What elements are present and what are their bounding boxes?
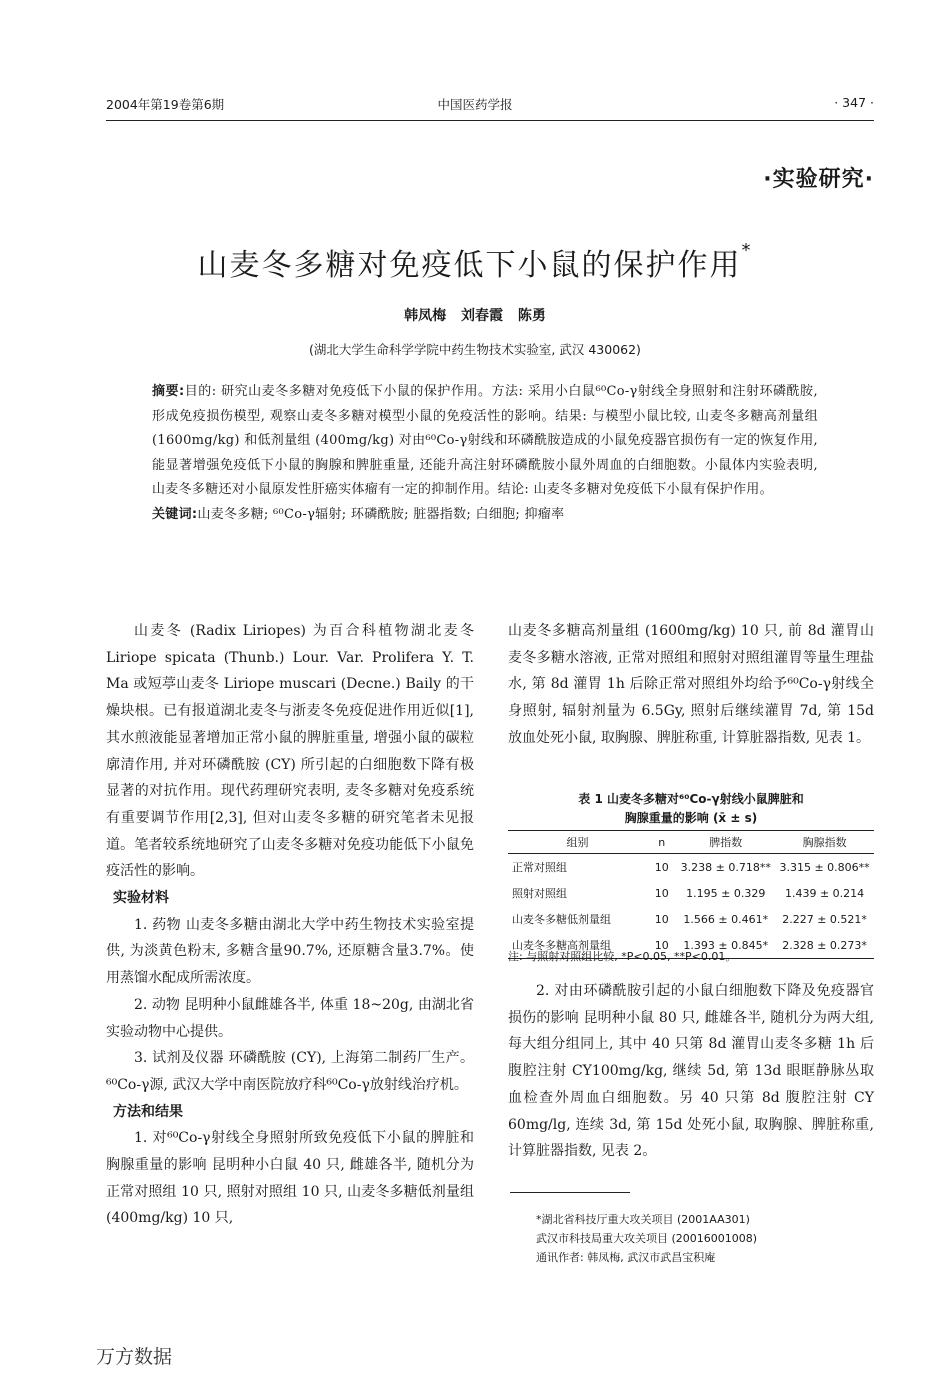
table-row xyxy=(508,906,874,932)
table-header-row xyxy=(508,831,874,854)
table-cell: 1.439 ± 0.214 xyxy=(784,886,865,900)
footnotes xyxy=(536,1210,757,1267)
table-cell: 照射对照组 xyxy=(512,887,567,900)
paragraph-method-2: 2. 对由环磷酰胺引起的小鼠白细胞数下降及免疫器官损伤的影响 昆明种小鼠 80 只, 雌雄各半, 随机分为两大组, 每大组分组同上, 其中 40 只第 8d 灌胃山麦冬多糖 1h 后腹腔注射 CY100mg/kg, 继续 5d, 第 13d 眼眶静脉丛取血检查外周血白细胞数。另 40 只第 8d 腹腔注射 CY 60mg/lg, 连续 3d, 第 15d 处死小鼠, 取胸腺、脾脏称重, 计算脏器指数, 见表 2。 xyxy=(508,983,874,1160)
table-cell: 山麦冬多糖低剂量组 xyxy=(512,913,611,926)
title-footnote-mark: * xyxy=(741,240,753,261)
table-cell: 山麦冬多糖高剂量组 xyxy=(508,932,647,959)
table-cell: 1.566 ± 0.461* xyxy=(683,912,769,926)
table-header: 组别 xyxy=(508,831,647,854)
authors: 韩凤梅 刘春霞 陈勇 xyxy=(404,308,546,324)
left-column xyxy=(106,618,474,1232)
table-header: 胸腺指数 xyxy=(775,831,874,854)
table-1-note: 注: 与照射对照组比较, *P<0.05, **P<0.01。 xyxy=(508,950,737,963)
abstract xyxy=(152,380,818,527)
table-cell: 3.315 ± 0.806** xyxy=(779,860,870,874)
table-row xyxy=(508,854,874,881)
table-cell: 2.227 ± 0.521* xyxy=(782,912,867,926)
right-column-bottom xyxy=(508,978,874,1165)
footnote-2: 武汉市科技局重大攻关项目 (20016001008) xyxy=(536,1232,758,1245)
journal-issue: 2004年第19卷第6期 xyxy=(106,97,225,112)
article-title xyxy=(0,240,950,284)
section-label: ·实验研究· xyxy=(763,167,874,192)
intro-paragraph: 山麦冬 (Radix Liriopes) 为百合科植物湖北麦冬 Liriope spicata (Thunb.) Lour. Var. Prolifera Y. T. Ma 或短葶山麦冬 Liriope muscari (Decne.) Baily 的干燥块根。已有报道湖北麦冬与浙麦冬免疫促进作用近似[1], 其水煎液能显著增加正常小鼠的脾脏重量, 增强小鼠的碳粒廓清作用, 并对环磷酰胺 (CY) 所引起的白细胞数下降有极显著的对抗作用。现代药理研究表明, 麦冬多糖对免疫系统有重要调节作用[2,3], 但对山麦冬多糖的研究笔者未见报道。笔者较系统地研究了山麦冬多糖对免疫功能低下小鼠免疫活性的影响。 xyxy=(106,623,474,880)
keywords xyxy=(152,503,818,528)
table-1-caption xyxy=(508,790,874,828)
section-heading-methods: 方法和结果 xyxy=(113,1103,183,1120)
footnote-rule xyxy=(510,1192,630,1193)
paragraph-method-1: 1. 对⁶⁰Co-γ射线全身照射所致免疫低下小鼠的脾脏和胸腺重量的影响 昆明种小白鼠 40 只, 雌雄各半, 随机分为正常对照组 10 只, 照射对照组 10 只, 山麦冬多糖低剂量组 (400mg/kg) 10 只, xyxy=(106,1130,474,1227)
table-cell: 1.195 ± 0.329 xyxy=(686,886,766,900)
abstract-text: 目的: 研究山麦冬多糖对免疫低下小鼠的保护作用。方法: 采用小白鼠⁶⁰Co-γ射线全身照射和注射环磷酰胺, 形成免疫损伤模型, 观察山麦冬多糖对模型小鼠的免疫活性的影响。结果: 与模型小鼠比较, 山麦冬多糖高剂量组 (1600mg/kg) 和低剂量组 (400mg/kg) 对由⁶⁰Co-γ射线和环磷酰胺造成的小鼠免疫器官损伤有一定的恢复作用, 能显著增强免疫低下小鼠的胸腺和脾脏重量, 还能升高注射环磷酰胺小鼠外周血的白细胞数。小鼠体内实验表明, 山麦冬多糖还对小鼠原发性肝癌实体瘤有一定的抑制作用。结论: 山麦冬多糖对免疫低下小鼠有保护作用。 xyxy=(152,384,818,497)
table-cell: 10 xyxy=(654,860,669,874)
journal-name: 中国医药学报 xyxy=(437,97,513,112)
keywords-text: 山麦冬多糖; ⁶⁰Co-γ辐射; 环磷酰胺; 脏器指数; 白细胞; 抑瘤率 xyxy=(197,506,565,522)
header-rule xyxy=(106,120,874,121)
table-row xyxy=(508,880,874,906)
table-header: n xyxy=(647,831,676,854)
affiliation: (湖北大学生命科学学院中药生物技术实验室, 武汉 430062) xyxy=(309,342,641,357)
paragraph-animals: 2. 动物 昆明种小鼠雌雄各半, 体重 18~20g, 由湖北省实验动物中心提供。 xyxy=(106,996,474,1040)
paragraph-reagents: 3. 试剂及仪器 环磷酰胺 (CY), 上海第二制药厂生产。⁶⁰Co-γ源, 武汉大学中南医院放疗科⁶⁰Co-γ放射线治疗机。 xyxy=(106,1050,474,1093)
table-cell: 10 xyxy=(647,932,676,959)
paragraph-drug: 1. 药物 山麦冬多糖由湖北大学中药生物技术实验室提供, 为淡黄色粉末, 多糖含量90.7%, 还原糖含量3.7%。使用蒸馏水配成所需浓度。 xyxy=(106,916,474,987)
table-1 xyxy=(508,830,874,959)
paragraph-method-1-cont: 山麦冬多糖高剂量组 (1600mg/kg) 10 只, 前 8d 灌胃山麦冬多糖水溶液, 正常对照组和照射对照组灌胃等量生理盐水, 第 8d 灌胃 1h 后除正常对照组外均给予⁶⁰Co-γ射线全身照射, 辐射剂量为 6.5Gy, 照射后继续灌胃 7d, 第 15d 放血处死小鼠, 取胸腺、脾脏称重, 计算脏器指数, 见表 1。 xyxy=(508,623,874,746)
table-cell: 10 xyxy=(654,886,669,900)
table-1-caption-line2: 胸腺重量的影响 (x̄ ± s) xyxy=(624,811,758,825)
abstract-label: 摘要: xyxy=(152,384,185,399)
footnote-1: *湖北省科技厅重大攻关项目 (2001AA301) xyxy=(536,1213,750,1226)
page-number: · 347 · xyxy=(834,95,874,110)
title-text: 山麦冬多糖对免疫低下小鼠的保护作用 xyxy=(197,248,742,283)
table-cell: 1.393 ± 0.845* xyxy=(676,932,775,959)
watermark: 万方数据 xyxy=(96,1346,173,1368)
abstract-body xyxy=(152,380,818,503)
table-cell: 10 xyxy=(654,912,669,926)
table-header: 脾指数 xyxy=(676,831,775,854)
right-column-top xyxy=(508,618,874,752)
table-1-caption-line1: 表 1 山麦冬多糖对⁶⁰Co-γ射线小鼠脾脏和 xyxy=(578,792,804,806)
table-cell: 正常对照组 xyxy=(512,861,567,874)
table-cell: 2.328 ± 0.273* xyxy=(775,932,874,959)
table-cell: 3.238 ± 0.718** xyxy=(680,860,771,874)
section-heading-materials: 实验材料 xyxy=(113,890,169,907)
keywords-label: 关键词: xyxy=(152,506,198,522)
footnote-3: 通讯作者: 韩凤梅, 武汉市武昌宝积庵 xyxy=(536,1251,716,1264)
